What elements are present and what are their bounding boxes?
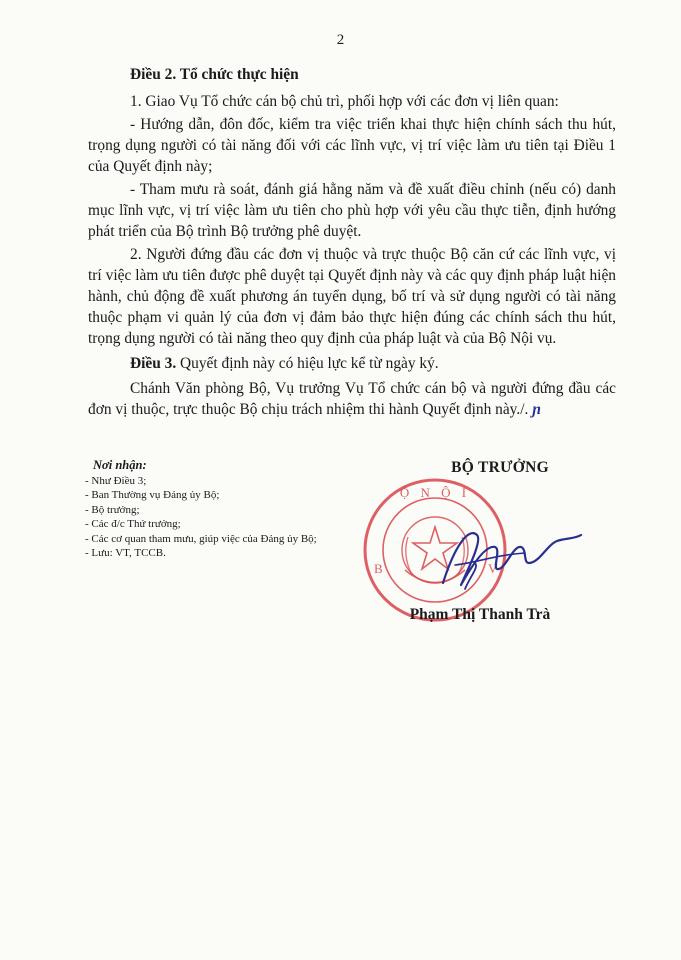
article-2-paragraph-1: 1. Giao Vụ Tổ chức cán bộ chủ trì, phối hợp với các đơn vị liên quan: xyxy=(130,93,559,110)
execution-paragraph xyxy=(88,378,616,420)
recipient-item: - Bộ trưởng; xyxy=(85,503,140,516)
svg-text:B: B xyxy=(374,561,383,576)
recipient-item: - Như Điều 3; xyxy=(85,474,147,487)
recipients-title: Nơi nhận: xyxy=(93,458,147,472)
execution-text: Chánh Văn phòng Bộ, Vụ trưởng Vụ Tổ chức cán bộ và người đứng đầu các đơn vị thuộc, trực thuộc Bộ chịu trách nhiệm thi hành Quyết định này./. xyxy=(88,380,616,418)
article-2-paragraph-2: - Hướng dẫn, đôn đốc, kiểm tra việc triển khai thực hiện chính sách thu hút, trọng dụng người có tài năng đối với các lĩnh vực, vị trí việc làm ưu tiên tại Điều 1 của Quyết định này; xyxy=(88,116,616,175)
article-2-heading: Điều 2. Tổ chức thực hiện xyxy=(130,66,299,83)
recipient-item: - Các cơ quan tham mưu, giúp việc của Đảng ủy Bộ; xyxy=(85,532,317,545)
recipient-item: - Ban Thường vụ Đảng ủy Bộ; xyxy=(85,489,220,501)
recipient-item: - Lưu: VT, TCCB. xyxy=(85,547,166,559)
recipient-item: - Các đ/c Thứ trưởng; xyxy=(85,518,181,530)
handwritten-mark: ɲ xyxy=(532,401,541,418)
article-3-text: Quyết định này có hiệu lực kể từ ngày ký. xyxy=(180,355,439,372)
article-3-paragraph xyxy=(88,353,616,374)
document-body xyxy=(88,64,616,422)
article-2-paragraph-3: - Tham mưu rà soát, đánh giá hằng năm và đề xuất điều chỉnh (nếu có) danh mục lĩnh vực, vị trí việc làm ưu tiên cho phù hợp với yêu cầu thực tiễn, định hướng phát triển của Bộ trình Bộ trưởng phê duyệt. xyxy=(88,181,616,240)
article-3-label: Điều 3. xyxy=(130,355,177,372)
signer-name: Phạm Thị Thanh Trà xyxy=(409,606,551,623)
page-number: 2 xyxy=(336,32,345,48)
recipients-block xyxy=(85,458,375,561)
svg-text:Ộ N Ộ I: Ộ N Ộ I xyxy=(399,485,471,500)
handwritten-signature-icon xyxy=(435,505,585,600)
signer-title: BỘ TRƯỞNG xyxy=(451,459,549,476)
svg-text:V: V xyxy=(488,561,498,576)
article-2-paragraph-4: 2. Người đứng đầu các đơn vị thuộc và trực thuộc Bộ căn cứ các lĩnh vực, vị trí việc làm ưu tiên được phê duyệt tại Quyết định này và các quy định pháp luật hiện hành, chủ động đề xuất phương án tuyển dụng, bố trí và sử dụng người có tài năng thuộc phạm vi quản lý của đơn vị đảm bảo thực hiện đúng các chính sách thu hút, trọng dụng người có tài năng theo quy định của pháp luật và của Bộ Nội vụ. xyxy=(88,246,616,347)
